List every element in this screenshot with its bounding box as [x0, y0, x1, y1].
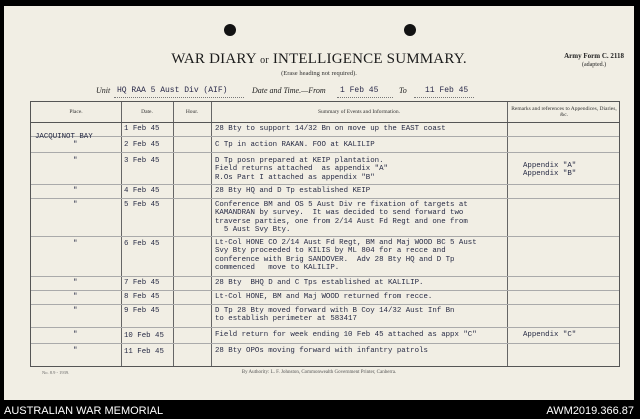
row-summary: Field return for week ending 10 Feb 45 attached as appx "C": [215, 331, 477, 339]
to-value: 11 Feb 45: [425, 86, 469, 95]
army-form-number: Army Form C. 2118: [564, 52, 624, 60]
diary-table: [30, 101, 620, 367]
row-summary: Conference BM and OS 5 Aust Div re fixation of targets at KAMANDRAN by survey. It was decided to send forward two traverse parties, one from 2/14 Aust Fd Regt and one from 5 Aust Svy Bty.: [215, 201, 468, 234]
header-summary: Summary of Events and Information.: [317, 109, 401, 115]
row-place: ": [73, 293, 78, 301]
punch-hole: [404, 24, 416, 36]
row-divider: [31, 276, 619, 277]
unit-underline: [114, 97, 244, 98]
from-underline: [337, 97, 393, 98]
row-place: ": [73, 347, 78, 355]
row-date: 11 Feb 45: [124, 348, 164, 356]
footer-institution: AUSTRALIAN WAR MEMORIAL: [4, 405, 164, 417]
from-value: 1 Feb 45: [340, 86, 379, 95]
punch-hole: [224, 24, 236, 36]
title-or: or: [260, 55, 269, 66]
row-place: ": [73, 157, 78, 165]
row-summary: Lt-Col HONE CO 2/14 Aust Fd Regt, BM and Maj WOOD BC 5 Aust Svy Bty proceeded to KILIS by ML 804 for a recce and conference with Brig SANDOVER. Adv 28 Bty HQ and D Tp commenced move to KALILIP.: [215, 239, 477, 272]
row-date: 5 Feb 45: [124, 201, 160, 209]
row-date: 2 Feb 45: [124, 141, 160, 149]
row-place: ": [73, 331, 78, 339]
date-label: Date and Time.—From: [252, 86, 326, 95]
row-date: 9 Feb 45: [124, 307, 160, 315]
row-place: ": [73, 279, 78, 287]
row-divider: [31, 343, 619, 344]
row-summary: D Tp posn prepared at KEIP plantation. Field returns attached as appendix "A" R.Os Part I attached as appendix "B": [215, 157, 388, 182]
row-place: ": [73, 201, 78, 209]
form-number: No. 8.9 - 1939.: [42, 370, 70, 375]
row-divider: [31, 327, 619, 328]
row-divider: [31, 198, 619, 199]
row-remarks: Appendix "A" Appendix "B": [523, 162, 577, 179]
row-place: ": [73, 307, 78, 315]
row-divider: [31, 184, 619, 185]
header-hour: Hour.: [185, 109, 199, 115]
row-summary: 28 Bty BHQ D and C Tps established at KALILIP.: [215, 279, 424, 287]
footer-accession: AWM2019.366.87: [546, 405, 634, 417]
row-date: 1 Feb 45: [124, 125, 160, 133]
to-underline: [414, 97, 474, 98]
row-date: 6 Feb 45: [124, 240, 160, 248]
title-war-diary: WAR DIARY: [171, 51, 257, 67]
row-divider: [31, 236, 619, 237]
row-summary: 28 Bty to support 14/32 Bn on move up the EAST coast: [215, 125, 446, 133]
diary-page: [4, 6, 634, 400]
row-divider: [31, 152, 619, 153]
row-place: ": [73, 240, 78, 248]
row-place: ": [73, 141, 78, 149]
row-place: JACQUINOT BAY: [35, 133, 93, 141]
unit-label: Unit: [96, 86, 111, 95]
row-date: 4 Feb 45: [124, 187, 160, 195]
header-divider: [31, 122, 619, 123]
row-date: 3 Feb 45: [124, 157, 160, 165]
row-place: ": [73, 187, 78, 195]
printer-line: By Authority: L. F. Johnston, Commonwealth Government Printer, Canberra.: [241, 370, 397, 375]
army-form-adapted: (adapted.): [581, 62, 607, 68]
row-summary: C Tp in action RAKAN. FOO at KALILIP: [215, 141, 375, 149]
army-form-ref: [564, 52, 624, 70]
row-date: 10 Feb 45: [124, 332, 164, 340]
header-remarks: Remarks and references to Appendices, Diaries, &c.: [511, 106, 617, 118]
page-title: [4, 51, 634, 68]
title-intelligence-summary: INTELLIGENCE SUMMARY.: [272, 51, 467, 67]
row-remarks: Appendix "C": [523, 331, 577, 339]
header-date: Date.: [141, 109, 153, 115]
row-divider: [31, 136, 619, 137]
row-summary: Lt-Col HONE, BM and Maj WOOD returned from recce.: [215, 293, 433, 301]
row-summary: D Tp 28 Bty moved forward with B Coy 14/32 Aust Inf Bn to establish perimeter at 583417: [215, 307, 455, 324]
unit-value: HQ RAA 5 Aust Div (AIF): [117, 86, 228, 95]
row-summary: 28 Bty OPOs moving forward with infantry patrols: [215, 347, 428, 355]
subtitle: (Erase heading not required).: [281, 70, 357, 77]
row-summary: 28 Bty HQ and D Tp established KEIP: [215, 187, 371, 195]
row-date: 7 Feb 45: [124, 279, 160, 287]
to-label: To: [399, 86, 407, 95]
row-divider: [31, 304, 619, 305]
header-place: Place.: [69, 109, 83, 115]
row-date: 8 Feb 45: [124, 293, 160, 301]
row-divider: [31, 290, 619, 291]
